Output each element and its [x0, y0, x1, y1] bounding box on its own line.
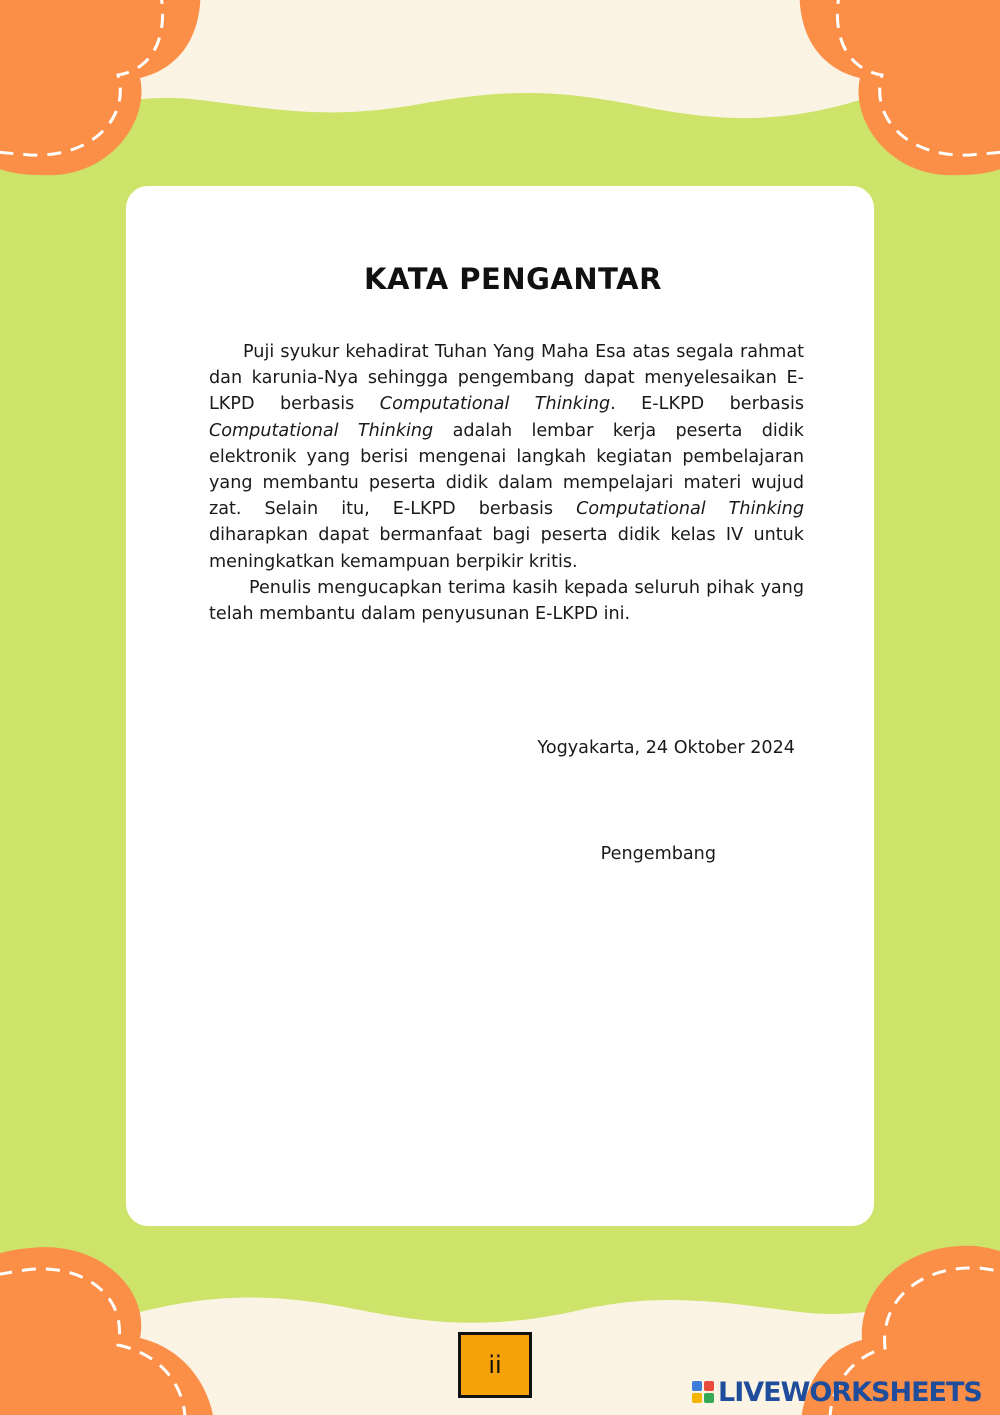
paragraph-2: Penulis mengucapkan terima kasih kepada seluruh pihak yang telah membantu dalam penyusunan E-LKPD ini.: [209, 577, 804, 625]
paragraph-1: Puji syukur kehadirat Tuhan Yang Maha Esa atas segala rahmat dan karunia-Nya sehingga pengembang dapat menyelesaikan E-LKPD berbasis Computational Thinking. E-LKPD berbasis Computational Thinking adalah lembar kerja peserta didik elektronik yang berisi mengenai langkah kegiatan pembelajaran yang membantu peserta didik dalam mempelajari materi wujud zat. Selain itu, E-LKPD berbasis Computational Thinking diharapkan dapat bermanfaat bagi peserta didik kelas IV untuk meningkatkan kemampuan berpikir kritis.: [209, 342, 804, 572]
signer-label: Pengembang: [600, 844, 716, 864]
liveworksheets-watermark[interactable]: [692, 1375, 992, 1409]
liveworksheets-logo-icon: [692, 1381, 714, 1403]
page-title: KATA PENGANTAR: [364, 262, 662, 296]
page-number: ii: [458, 1332, 532, 1398]
body-text: [209, 339, 804, 627]
liveworksheets-text: LIVEWORKSHEETS: [718, 1376, 982, 1408]
place-date: Yogyakarta, 24 Oktober 2024: [537, 738, 795, 758]
